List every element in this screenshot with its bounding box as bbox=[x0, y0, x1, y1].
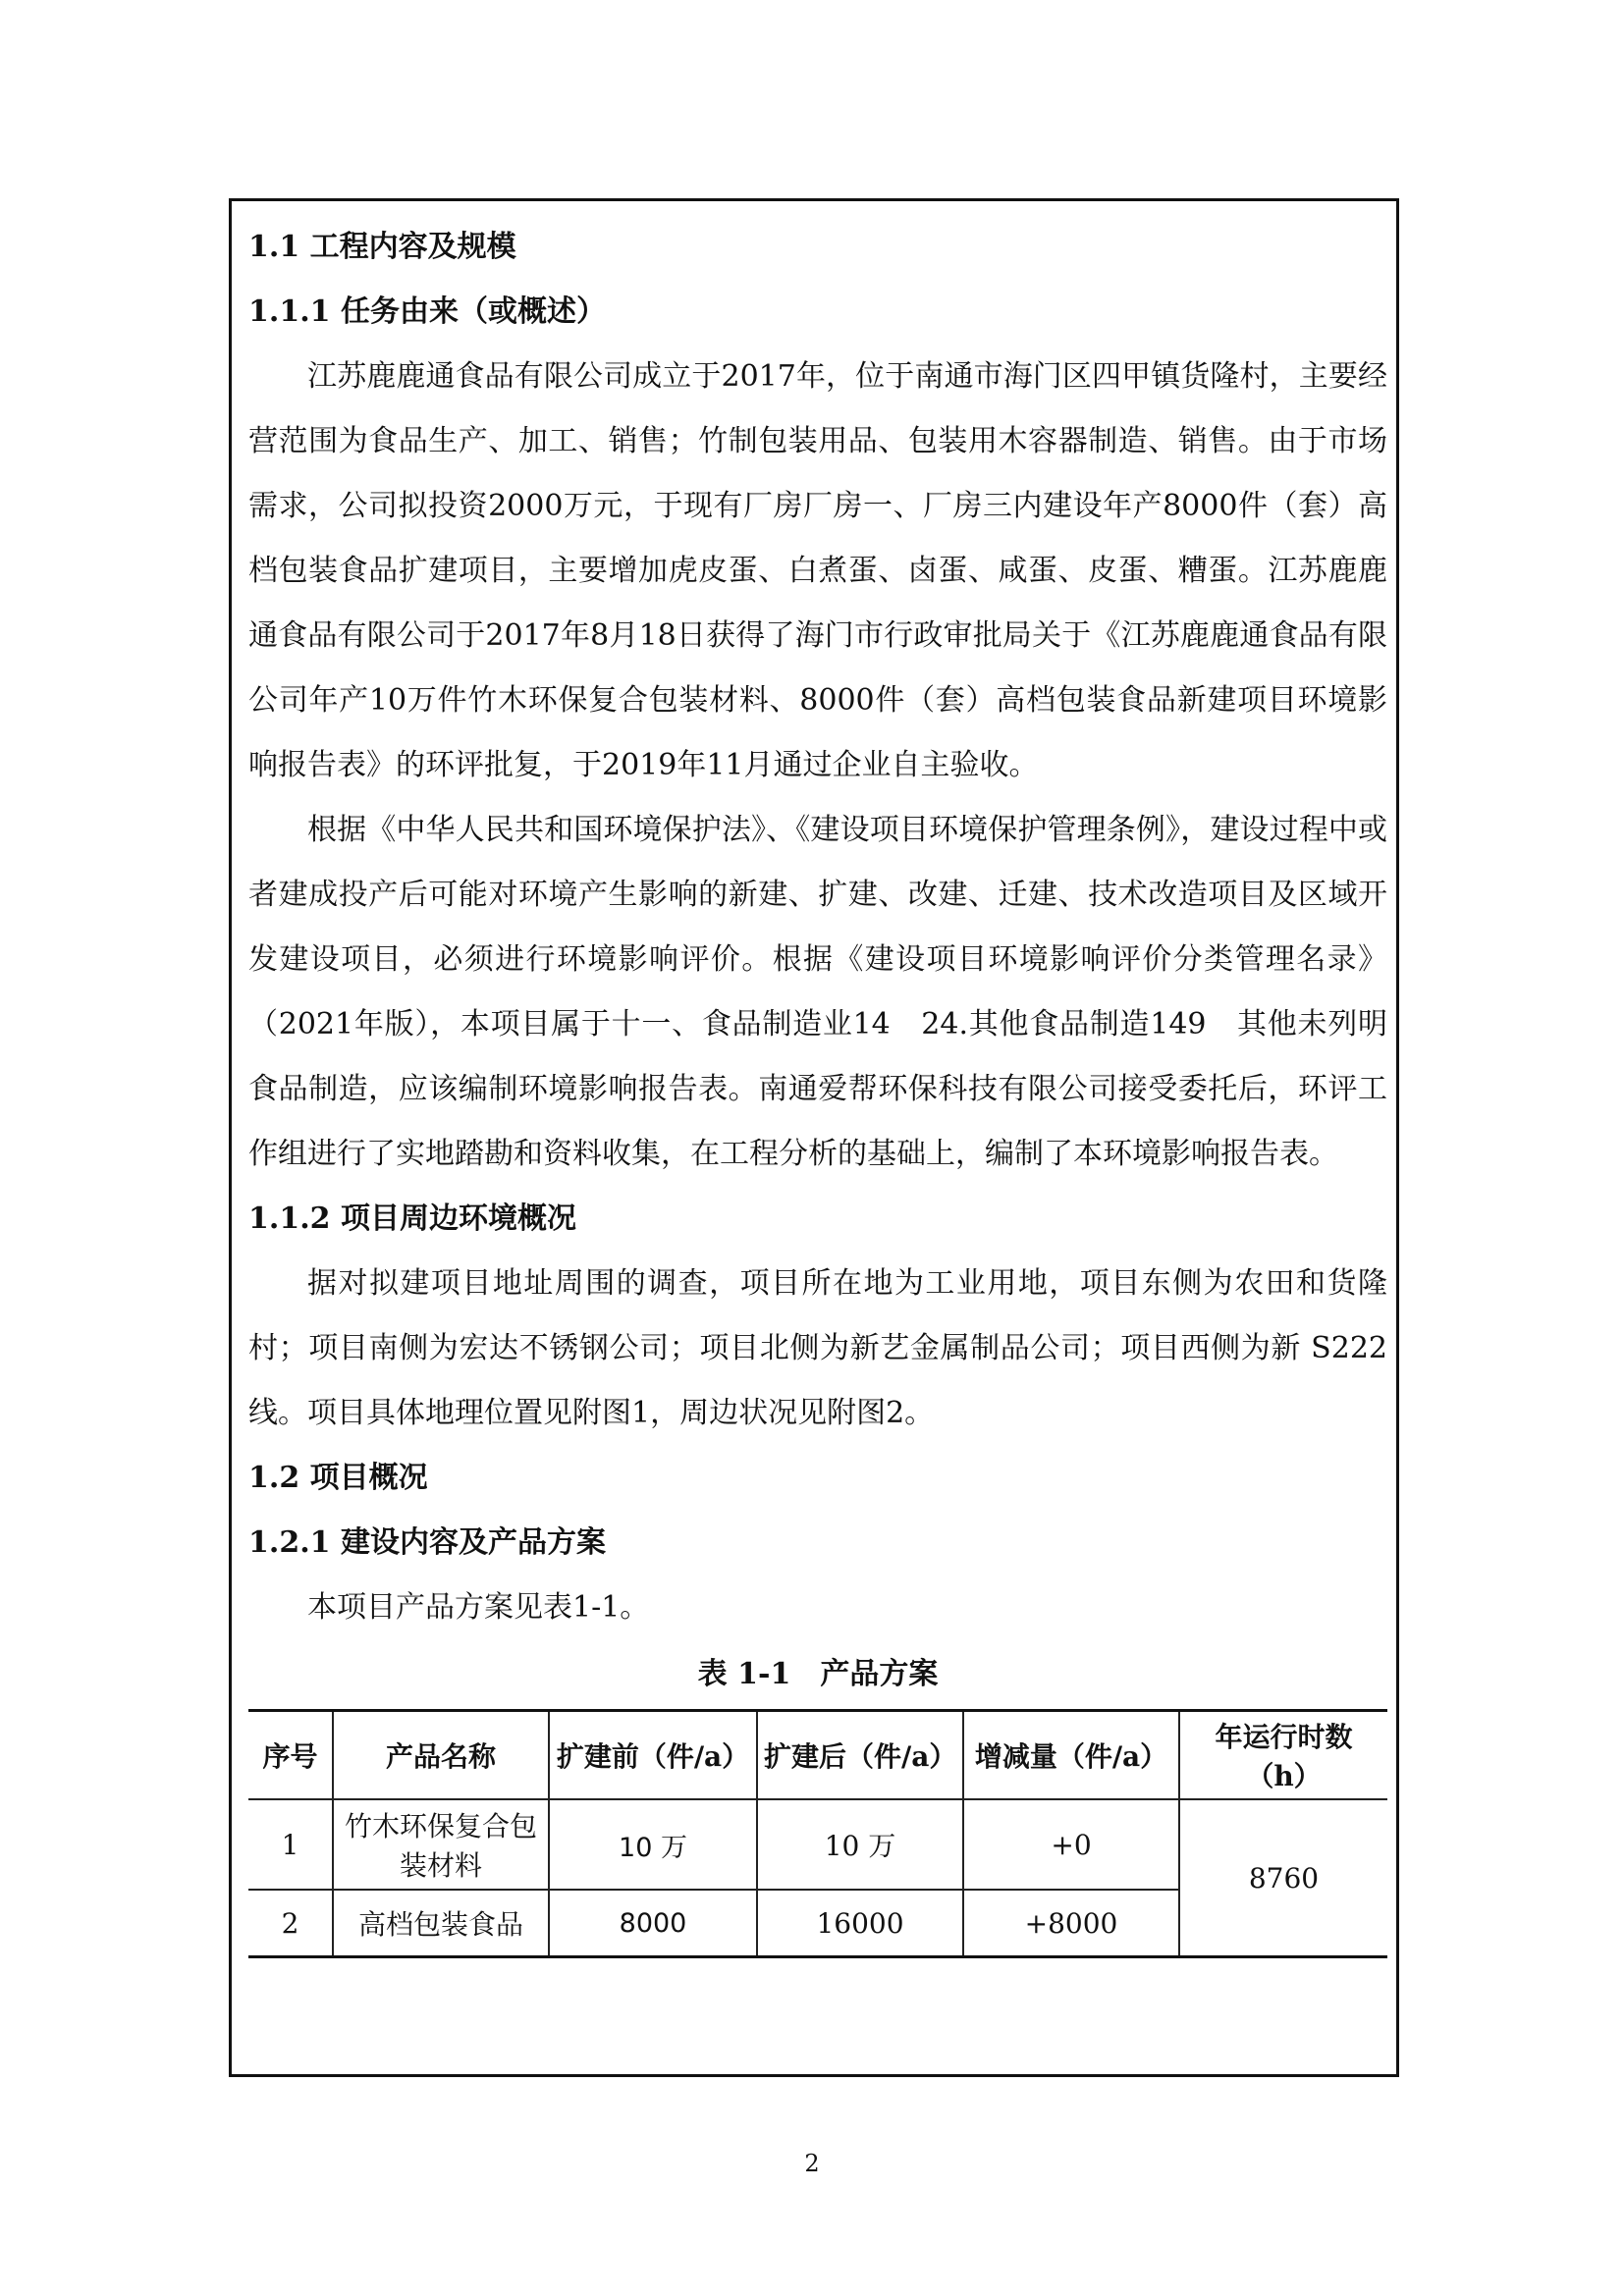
cell-before: 8000 bbox=[549, 1890, 757, 1957]
header-name: 产品名称 bbox=[333, 1711, 549, 1800]
header-hours: 年运行时数（h） bbox=[1179, 1711, 1387, 1800]
section-heading-1-1-1: 1.1.1 任务由来（或概述） bbox=[248, 294, 606, 329]
header-before: 扩建前（件/a） bbox=[549, 1711, 757, 1800]
cell-change: +0 bbox=[963, 1799, 1179, 1890]
paragraph-product-plan-ref: 本项目产品方案见表1-1。 bbox=[307, 1590, 650, 1625]
section-heading-1-2-1: 1.2.1 建设内容及产品方案 bbox=[248, 1525, 606, 1560]
cell-before: 10 万 bbox=[549, 1799, 757, 1890]
cell-after: 16000 bbox=[757, 1890, 963, 1957]
paragraph-legal-basis: 根据《中华人民共和国环境保护法》、《建设项目环境保护管理条例》，建设过程中或者建成投产后可能对环境产生影响的新建、扩建、改建、迁建、技术改造项目及区域开发建设项目，必须进行环境影响评价。根据《建设项目环境影响评价分类管理名录》（2021年版），本项目属于十一、食品制造业14 24.其他食品制造149 其他未列明食品制造，应该编制环境影响报告表。南通爱帮环保科技有限公司接受委托后，环评工作组进行了实地踏勘和资料收集，在工程分析的基础上，编制了本环境影响报告表。 bbox=[248, 813, 1387, 1171]
section-heading-1-1-2: 1.1.2 项目周边环境概况 bbox=[248, 1201, 576, 1236]
product-plan-table bbox=[248, 1709, 1387, 1958]
report-content bbox=[248, 215, 1387, 1958]
header-change: 增减量（件/a） bbox=[963, 1711, 1179, 1800]
paragraph-surroundings: 据对拟建项目地址周围的调查，项目所在地为工业用地，项目东侧为农田和货隆村；项目南侧为宏达不锈钢公司；项目北侧为新艺金属制品公司；项目西侧为新 S222 线。项目具体地理位置见附图1，周边状况见附图2。 bbox=[248, 1266, 1387, 1430]
cell-name: 竹木环保复合包装材料 bbox=[333, 1799, 549, 1890]
section-heading-1-2: 1.2 项目概况 bbox=[248, 1461, 428, 1495]
cell-change: +8000 bbox=[963, 1890, 1179, 1957]
cell-after: 10 万 bbox=[757, 1799, 963, 1890]
paragraph-task-origin: 江苏鹿鹿通食品有限公司成立于2017年，位于南通市海门区四甲镇货隆村，主要经营范围为食品生产、加工、销售；竹制包装用品、包装用木容器制造、销售。由于市场需求，公司拟投资2000万元，于现有厂房厂房一、厂房三内建设年产8000件（套）高档包装食品扩建项目，主要增加虎皮蛋、白煮蛋、卤蛋、咸蛋、皮蛋、糟蛋。江苏鹿鹿通食品有限公司于2017年8月18日获得了海门市行政审批局关于《江苏鹿鹿通食品有限公司年产10万件竹木环保复合包装材料、8000件（套）高档包装食品新建项目环境影响报告表》的环评批复，于2019年11月通过企业自主验收。 bbox=[248, 359, 1387, 782]
table-header-row bbox=[248, 1711, 1387, 1800]
report-frame bbox=[229, 198, 1399, 2077]
cell-hours: 8760 bbox=[1179, 1799, 1387, 1957]
table-row bbox=[248, 1799, 1387, 1890]
table-caption: 表 1-1 产品方案 bbox=[697, 1657, 939, 1691]
header-no: 序号 bbox=[248, 1711, 333, 1800]
cell-name: 高档包装食品 bbox=[333, 1890, 549, 1957]
cell-no: 2 bbox=[248, 1890, 333, 1957]
cell-no: 1 bbox=[248, 1799, 333, 1890]
page-number: 2 bbox=[804, 2150, 820, 2177]
section-heading-1-1: 1.1 工程内容及规模 bbox=[248, 230, 516, 264]
header-after: 扩建后（件/a） bbox=[757, 1711, 963, 1800]
